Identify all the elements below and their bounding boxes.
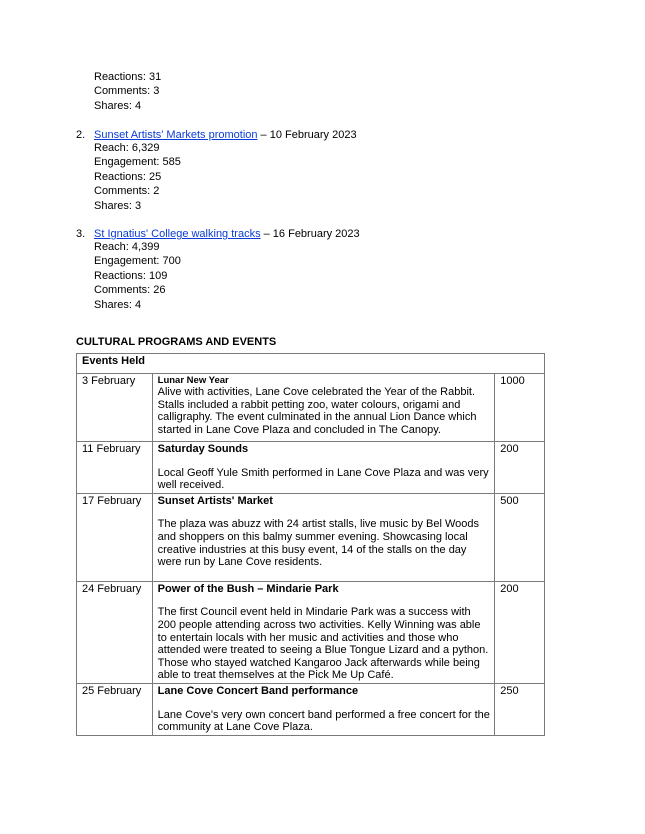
event-description: Local Geoff Yule Smith performed in Lane Cove Plaza and was very well received. [157,466,489,492]
event-details [152,683,495,735]
table-row [77,493,545,581]
event-date: 17 February [77,493,153,581]
reach-stat: Reach: 4,399 [94,241,160,253]
reach-stat: Reach: 6,329 [94,142,160,154]
event-date: 3 February [77,374,153,442]
event-description: The first Council event held in Mindarie Park was a success with 200 people attending across two activities. Kelly Winning was able to entertain locals with her music and activities and those who attended were treated to seeing a Blue Tongue Lizard and a python. Those who stayed watched Kangaroo Jack afterwards while being able to treat themselves at the Pick Me Up Café. [157,606,489,682]
post-stats [94,141,181,213]
list-number: 3. [76,228,86,240]
post-stats [94,240,181,312]
event-date: 25 February [77,683,153,735]
event-title: Lunar New Year [157,375,229,386]
engagement-stat: Engagement: 700 [94,255,181,268]
post-link[interactable]: Sunset Artists' Markets promotion [94,129,258,141]
event-title: Lane Cove Concert Band performance [157,684,359,697]
post-1-stats [94,70,161,113]
event-attendance: 500 [495,493,545,581]
shares-stat: Shares: 3 [94,199,142,212]
comments-stat: Comments: 2 [94,185,160,198]
comments-stat: Comments: 3 [94,85,160,98]
event-attendance: 250 [495,683,545,735]
post-date: – 16 February 2023 [260,228,360,240]
event-date: 11 February [77,442,153,494]
section-heading: CULTURAL PROGRAMS AND EVENTS [76,336,277,348]
event-details [152,442,495,494]
events-table [76,353,545,736]
event-date: 24 February [77,581,153,683]
table-row [77,442,545,494]
table-row [77,581,545,683]
engagement-stat: Engagement: 585 [94,156,181,169]
events-header: Events Held [77,354,545,374]
event-details [152,493,495,581]
reactions-stat: Reactions: 31 [94,71,162,83]
reactions-stat: Reactions: 25 [94,170,162,183]
event-title: Saturday Sounds [157,443,249,455]
event-details [152,581,495,683]
event-description: Lane Cove's very own concert band performed a free concert for the community at Lane Cove Plaza. [157,708,490,734]
event-attendance: 200 [495,442,545,494]
event-attendance: 200 [495,581,545,683]
shares-stat: Shares: 4 [94,99,142,112]
reactions-stat: Reactions: 109 [94,269,168,282]
event-details [152,374,495,442]
table-header-row [77,354,545,374]
post-link[interactable]: St Ignatius' College walking tracks [94,228,261,240]
event-description: The plaza was abuzz with 24 artist stalls, live music by Bel Woods and shoppers on this balmy summer evening. Showcasing local creative industries at this busy event, 14 of the stalls on the day were run by Lane Cove residents. [157,518,480,569]
list-number: 2. [76,129,86,141]
table-row [77,683,545,735]
shares-stat: Shares: 4 [94,298,142,311]
event-attendance: 1000 [495,374,545,442]
post-date: – 10 February 2023 [257,129,357,141]
comments-stat: Comments: 26 [94,284,166,297]
event-title: Sunset Artists' Market [157,494,273,507]
table-row [77,374,545,442]
event-description: Alive with activities, Lane Cove celebrated the Year of the Rabbit. Stalls included a rabbit petting zoo, water colours, origami and calligraphy. The event culminated in the annual Lion Dance which started in Lane Cove Plaza and concluded in The Canopy. [157,386,477,436]
event-title: Power of the Bush – Mindarie Park [157,582,339,595]
